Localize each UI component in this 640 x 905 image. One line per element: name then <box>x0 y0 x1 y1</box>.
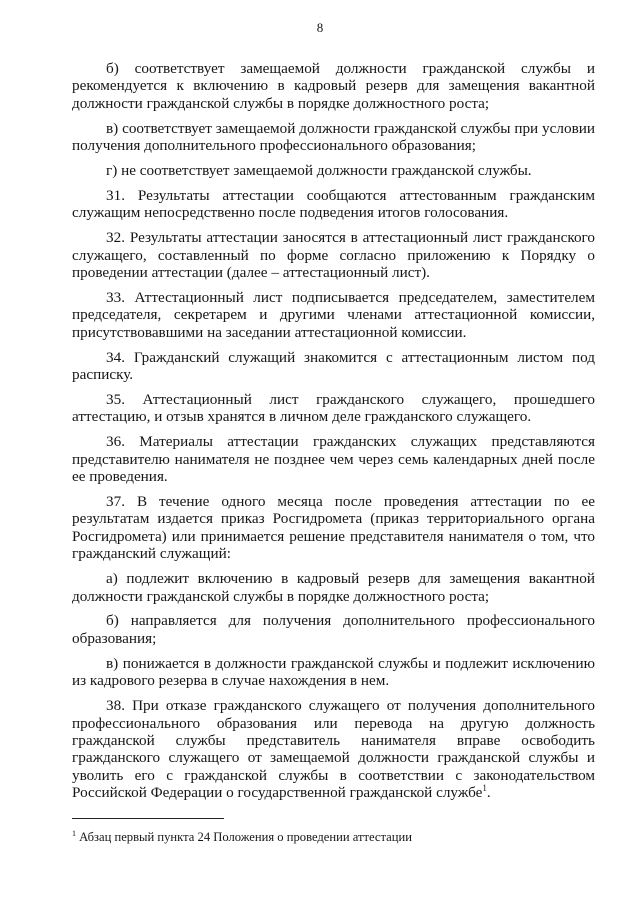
footnote <box>72 830 595 845</box>
paragraph-g-not-suitable: г) не соответствует замещаемой должности гражданской службы. <box>106 162 532 180</box>
paragraph-37: 37. В течение одного месяца после проведения аттестации по ее результатам издается приказ Росгидромета (приказ территориального органа Росгидромета) или принимается решение представителя нанимателя о том, что гражданский служащий: <box>72 493 595 563</box>
paragraph-37-v: в) понижается в должности гражданской службы и подлежит исключению из кадрового резерва в случае нахождения в нем. <box>72 654 595 690</box>
paragraph-32: 32. Результаты аттестации заносятся в аттестационный лист гражданского служащего, составленный по форме согласно приложению к Порядку о проведении аттестации (далее – аттестационный лист). <box>72 229 595 282</box>
footnote-reference: 1 <box>482 783 487 794</box>
paragraph-b-reserve: б) соответствует замещаемой должности гражданской службы и рекомендуется к включению в кадровый резерв для замещения вакантной должности гражданской службы в порядке должностного роста; <box>72 60 595 112</box>
paragraph-36: 36. Материалы аттестации гражданских служащих представляются представителю нанимателя не позднее чем через семь календарных дней после ее проведения. <box>72 433 595 486</box>
paragraph-37-b: б) направляется для получения дополнительного профессионального образования; <box>72 612 595 647</box>
paragraph-38: 38. При отказе гражданского служащего от получения дополнительного профессионального образования или перевода на другую должность гражданской службы представитель нанимателя вправе освободить гражданского служащего от замещаемой должности гражданской службы и уволить его с гражданской службы в соответствии с законодательством Российской Федерации о государственной гражданской службе$^1$. <box>72 697 595 802</box>
paragraph-31: 31. Результаты аттестации сообщаются аттестованным гражданским служащим непосредственно после подведения итогов голосования. <box>72 186 595 222</box>
page-number: 8 <box>316 20 324 35</box>
paragraph-35: 35. Аттестационный лист гражданского служащего, прошедшего аттестацию, и отзыв хранятся в личном деле гражданского служащего. <box>72 391 595 426</box>
document-body <box>72 60 595 809</box>
footnote-text: Абзац первый пункта 24 Положения о проведении аттестации <box>79 830 412 844</box>
paragraph-37-a: а) подлежит включению в кадровый резерв для замещения вакантной должности гражданской службы в порядке должностного роста; <box>72 570 595 605</box>
paragraph-33: 33. Аттестационный лист подписывается председателем, заместителем председателя, секретарем и другими членами аттестационной комиссии, присутствовавшими на заседании аттестационной комиссии. <box>72 288 595 341</box>
paragraph-v-education: в) соответствует замещаемой должности гражданской службы при условии получения дополнительного профессионального образования; <box>72 119 595 155</box>
paragraph-38-text: 38. При отказе гражданского служащего от получения дополнительного профессионального образования или перевода на другую должность гражданской службы представитель нанимателя вправе освободить гражданского служащего от замещаемой должности гражданской службы и уволить его с гражданской службы в соответствии с законодательством Российской Федерации о государственной гражданской службе <box>72 697 595 802</box>
footnote-marker: 1 <box>72 828 76 838</box>
footnote-divider <box>72 818 224 819</box>
paragraph-34: 34. Гражданский служащий знакомится с аттестационным листом под расписку. <box>72 348 595 384</box>
